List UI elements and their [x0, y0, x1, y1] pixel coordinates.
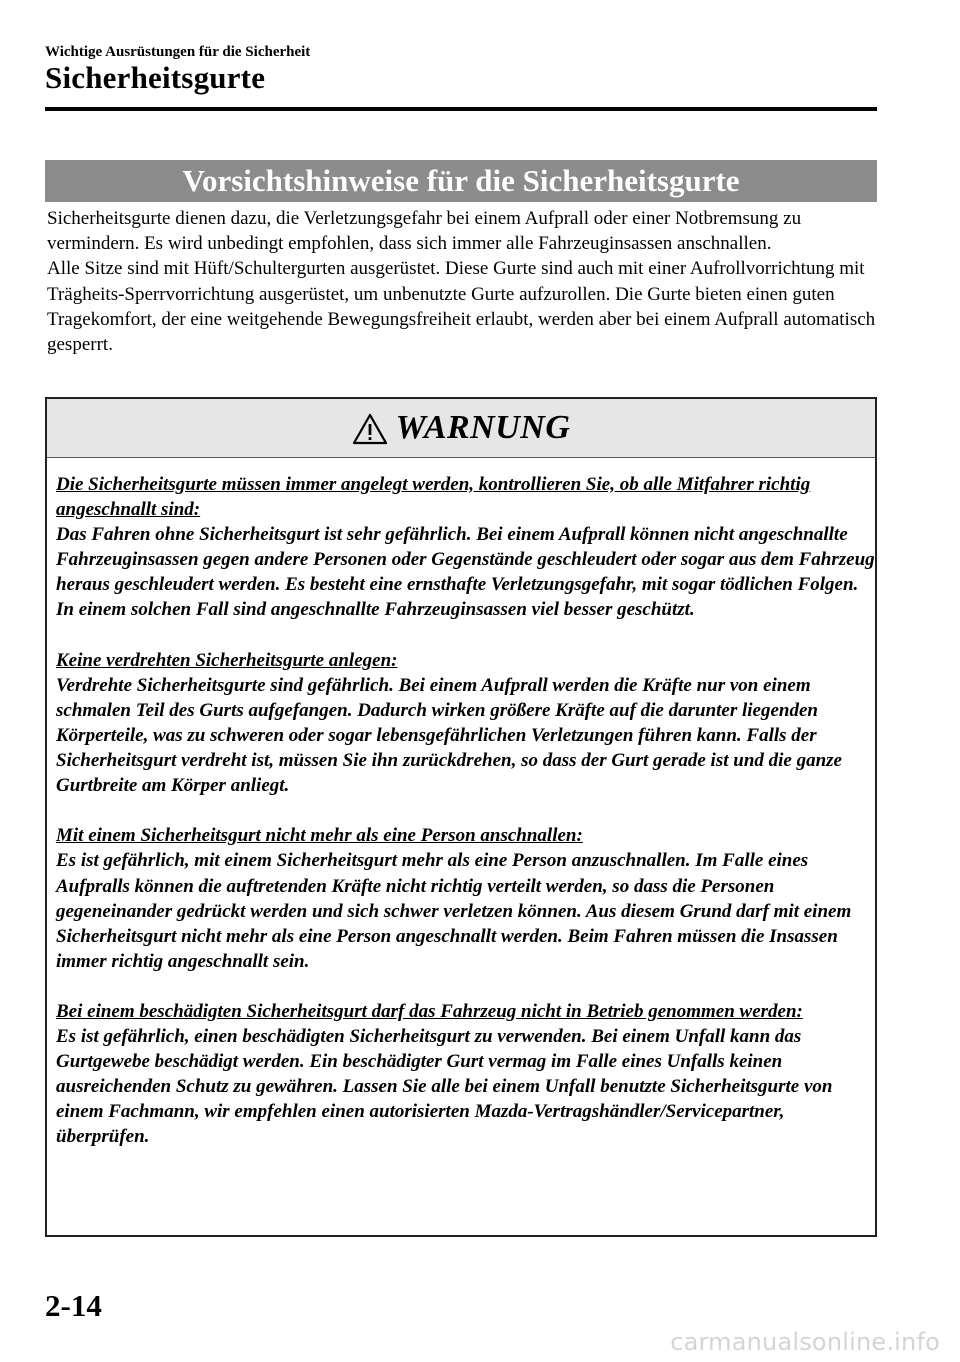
section-banner: Vorsichtshinweise für die Sicherheitsgurte — [45, 160, 877, 202]
warning-title: WARNUNG — [395, 409, 571, 446]
warning-item-text: Es ist gefährlich, mit einem Sicherheitsgurt mehr als eine Person anzuschnallen. Im Falle eines Aufpralls können die auftretenden Kräfte nicht richtig verteilt werden, so dass die Personen gegeneinander gedrückt werden und sich schwer verletzen können. Aus diesem Grund darf mit einem Sicherheitsgurt nicht mehr als eine Person angeschnallt werden. Beim Fahren müssen die Insassen immer richtig angeschnallt sein. — [56, 850, 852, 972]
warning-item-heading: Bei einem beschädigten Sicherheitsgurt darf das Fahrzeug nicht in Betrieb genommen werden: — [56, 1000, 803, 1022]
warning-item — [56, 999, 875, 1150]
warning-item — [56, 648, 875, 799]
warning-body — [47, 458, 875, 1150]
warning-item-heading: Mit einem Sicherheitsgurt nicht mehr als eine Person anschnallen: — [56, 825, 583, 847]
warning-item-text: Es ist gefährlich, einen beschädigten Sicherheitsgurt zu verwenden. Bei einem Unfall kann das Gurtgewebe beschädigt werden. Ein beschädigter Gurt vermag im Falle eines Unfalls keinen ausreichenden Schutz zu gewähren. Lassen Sie alle bei einem Unfall benutzte Sicherheitsgurte von einem Fachmann, wir empfehlen einen autorisierten Mazda-Vertragshändler/Servicepartner, überprüfen. — [56, 1026, 833, 1148]
intro-paragraph: Sicherheitsgurte dienen dazu, die Verletzungsgefahr bei einem Aufprall oder einer Notbremsung zu vermindern. Es wird unbedingt empfohlen, dass sich immer alle Fahrzeuginsassen anschnallen. — [47, 208, 802, 255]
warning-item-text: Verdrehte Sicherheitsgurte sind gefährlich. Bei einem Aufprall werden die Kräfte nur von einem schmalen Teil des Gurts aufgefangen. Dadurch wirken größere Kräfte auf die darunter liegenden Körperteile, was zu schweren oder sogar lebensgefährlichen Verletzungen führen kann. Falls der Sicherheitsgurt verdreht ist, müssen Sie ihn zurückdrehen, so dass der Gurt gerade ist und die ganze Gurtbreite am Körper anliegt. — [56, 674, 842, 797]
warning-item-text: Das Fahren ohne Sicherheitsgurt ist sehr gefährlich. Bei einem Aufprall können nicht angeschnallte Fahrzeuginsassen gegen andere Personen oder Gegenstände geschleudert oder sogar aus dem Fahrzeug heraus geschleudert werden. Es besteht eine ernsthafte Verletzungsgefahr, mit sogar tödlichen Folgen. In einem solchen Fall sind angeschnallte Fahrzeuginsassen viel besser geschützt. — [56, 524, 875, 621]
breadcrumb: Wichtige Ausrüstungen für die Sicherheit — [45, 44, 311, 60]
intro-paragraph: Alle Sitze sind mit Hüft/Schultergurten ausgerüstet. Diese Gurte sind auch mit einer Aufrollvorrichtung mit Trägheits-Sperrvorrichtung ausgerüstet, um unbenutzte Gurte aufzurollen. Die Gurte bieten einen guten Tragekomfort, der eine weitgehende Bewegungsfreiheit erlaubt, werden aber bei einem Aufprall automatisch gesperrt. — [47, 258, 876, 356]
warning-item — [56, 823, 875, 974]
warning-item-heading: Keine verdrehten Sicherheitsgurte anlegen: — [56, 649, 398, 671]
warning-box — [45, 397, 877, 1237]
intro-text — [47, 206, 877, 357]
page-title: Sicherheitsgurte — [45, 60, 266, 95]
title-divider — [45, 107, 877, 111]
page-number: 2-14 — [45, 1288, 102, 1323]
watermark: carmanualsonline.info — [670, 1328, 940, 1356]
warning-item-heading: Die Sicherheitsgurte müssen immer angelegt werden, kontrollieren Sie, ob alle Mitfahrer richtig angeschnallt sind: — [56, 474, 811, 521]
warning-item — [56, 472, 875, 623]
warning-triangle-icon — [352, 413, 388, 445]
warning-header — [47, 399, 875, 458]
